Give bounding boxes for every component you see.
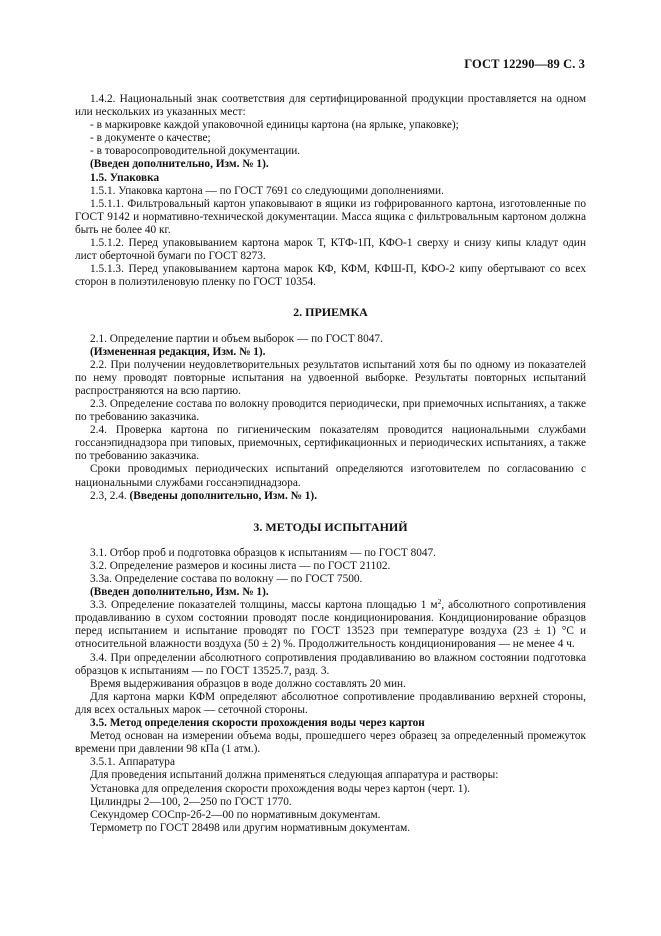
- page-header: ГОСТ 12290—89 С. 3: [464, 57, 585, 71]
- paragraph-kfm: Для картона марки КФМ определяют абсолютное сопротивление продавливанию верхней стороны, для всех остальных марок — сеточной стороны.: [75, 690, 586, 716]
- paragraph-3-2: 3.2. Определение размеров и косины листа — по ГОСТ 21102.: [90, 559, 391, 572]
- amendment-note: [75, 490, 586, 503]
- list-item: - в товаросопроводительной документации.: [90, 145, 301, 158]
- amendment-note: (Измененная редакция, Изм. № 1).: [90, 345, 266, 358]
- paragraph-1-5-1-3: 1.5.1.3. Перед упаковыванием картона марок КФ, КФМ, КФШ-П, КФО-2 кипу обертывают со всех сторон в полиэтиленовую пленку по ГОСТ 10354.: [75, 263, 586, 289]
- paragraph-3-4: 3.4. При определении абсолютного сопротивления продавливанию во влажном состоянии подготовка образцов к испытаниям — по ГОСТ 13525.7, разд. 3.: [75, 651, 586, 677]
- paragraph-1-5-1-1: 1.5.1.1. Фильтровальный картон упаковывают в ящики из гофрированного картона, изготовленные по ГОСТ 9142 и нормативно-технической документации. Масса ящика с фильтровальным картоном должна быть не более 40 кг.: [75, 197, 586, 236]
- paragraph-1-5-1-2: 1.5.1.2. Перед упаковыванием картона марок Т, КТФ-1П, КФО-1 сверху и снизу кипы кладут один лист оберточной бумаги по ГОСТ 8273.: [75, 237, 586, 263]
- paragraph-1-5-1: 1.5.1. Упаковка картона — по ГОСТ 7691 со следующими дополнениями.: [90, 184, 444, 197]
- amendment-note: (Введен дополнительно, Изм. № 1).: [90, 158, 269, 171]
- text-part: , абсолютного сопротивления продавливанию в сухом состоянии проводят после кондиционирования. Кондиционирование образцов перед испытанием и испытание проводят по ГОСТ 13523 при температуре воздуха (23 ± 1) °С и относительной влажности воздуха (50 ± 2) %. Продолжительность кондиционирования — не менее 4 ч.: [75, 599, 586, 651]
- paragraph-method: Метод основан на измерении объема воды, прошедшего через образец за определенный промежуток времени при давлении 98 кПа (1 атм.).: [75, 730, 586, 756]
- paragraph-3-1: 3.1. Отбор проб и подготовка образцов к испытаниям — по ГОСТ 8047.: [90, 546, 437, 559]
- section-title-test-methods: 3. МЕТОДЫ ИСПЫТАНИЙ: [253, 519, 408, 534]
- paragraph-3-5-1: 3.5.1. Аппаратура: [90, 756, 175, 769]
- paragraph-installation: Установка для определения скорости прохождения воды через картон (черт. 1).: [90, 782, 470, 795]
- paragraph-3-3a: 3.3а. Определение состава по волокну — по ГОСТ 7500.: [90, 573, 363, 585]
- list-item: - в документе о качестве;: [90, 132, 211, 145]
- paragraph-3-3: [75, 599, 586, 651]
- amendment-note: (Введен дополнительно, Изм. № 1).: [90, 586, 269, 599]
- note-bold: (Введены дополнительно, Изм. № 1).: [129, 489, 318, 502]
- paragraph-1-4-2: 1.4.2. Национальный знак соответствия для сертифицированной продукции проставляется на одном или нескольких из указанных мест:: [75, 93, 586, 119]
- text-part: 3.3. Определение показателей толщины, массы картона площадью 1 м: [90, 599, 438, 612]
- section-title-acceptance: 2. ПРИЕМКА: [293, 305, 368, 320]
- note-prefix: 2.3, 2.4.: [90, 489, 130, 502]
- paragraph-cylinders: Цилиндры 2—100, 2—250 по ГОСТ 1770.: [90, 795, 292, 808]
- document-body: [75, 93, 586, 835]
- paragraph-2-4: 2.4. Проверка картона по гигиеническим показателям проводится национальными службами госсанэпиднадзора при типовых, приемочных, сертификационных и периодических испытаниях, а также по требованию заказчика.: [75, 424, 586, 463]
- paragraph-2-2: 2.2. При получении неудовлетворительных результатов испытаний хотя бы по одному из показателей по нему проводят повторные испытания на удвоенной выборке. Результаты повторных испытаний распространяются на всю партию.: [75, 358, 586, 397]
- paragraph-soak-time: Время выдерживания образцов в воде должно составлять 20 мин.: [90, 677, 406, 690]
- paragraph-2-3: 2.3. Определение состава по волокну проводится периодически, при приемочных испытаниях, а также по требованию заказчика.: [75, 397, 586, 424]
- list-item: - в маркировке каждой упаковочной единицы картона (на ярлыке, упаковке);: [90, 119, 459, 132]
- subheading-3-5: 3.5. Метод определения скорости прохождения воды через картон: [90, 717, 425, 730]
- paragraph-2-1: 2.1. Определение партии и объем выборок — по ГОСТ 8047.: [90, 332, 383, 345]
- paragraph-terms: Сроки проводимых периодических испытаний определяются изготовителем по согласованию с национальными службами госсанэпиднадзора.: [75, 463, 586, 489]
- paragraph-equipment: Для проведения испытаний должна применяться следующая аппаратура и растворы:: [90, 769, 499, 782]
- superscript: 2: [437, 597, 442, 607]
- subheading-1-5: 1.5. Упаковка: [90, 171, 160, 184]
- paragraph-thermometer: Термометр по ГОСТ 28498 или другим нормативным документам.: [90, 821, 411, 834]
- paragraph-stopwatch: Секундомер СОСпр-2б-2—00 по нормативным документам.: [90, 808, 381, 821]
